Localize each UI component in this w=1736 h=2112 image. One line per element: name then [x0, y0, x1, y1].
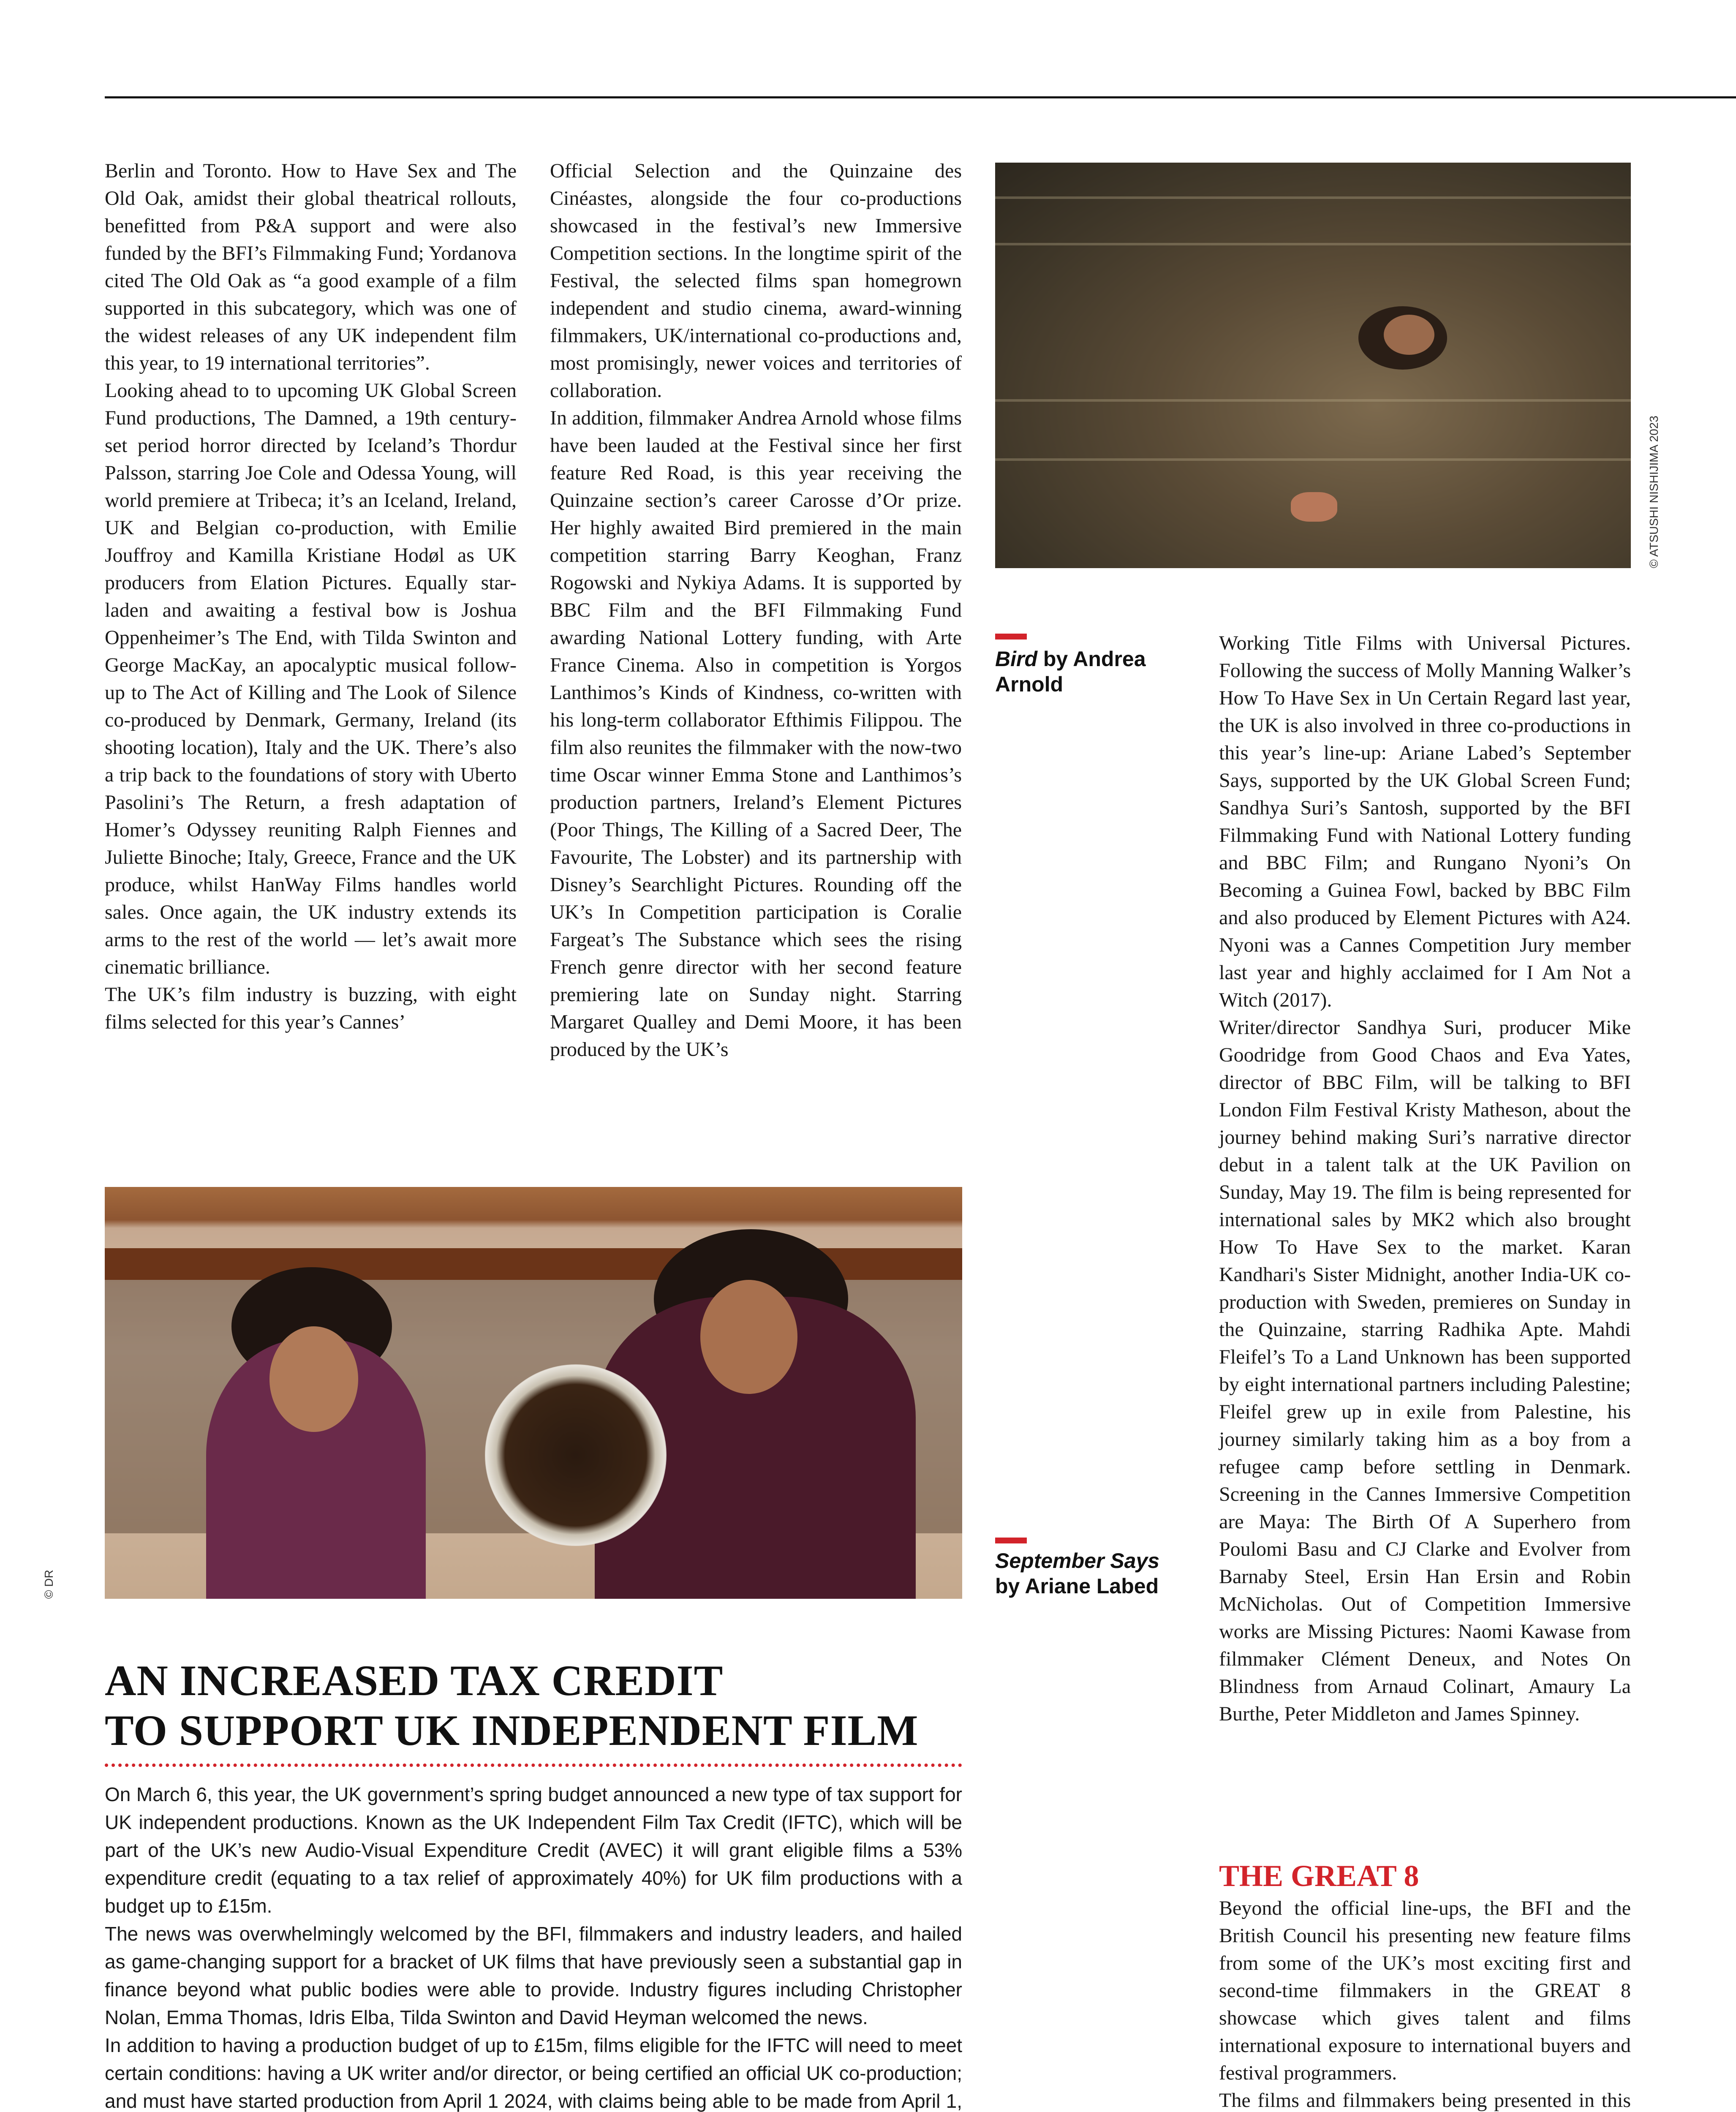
paragraph: In addition to having a production budget of up to £15m, films eligible for the IFTC will need to meet certain conditions: having a UK writer and/or director, or being certified an official UK co-production; and must have started production from April 1 2024, with claims being able to be made from April 1,	[105, 2034, 962, 2112]
caption-director: by Andrea Arnold	[995, 647, 1146, 696]
photo-credit-bird: © ATSUSHI NISHIJIMA 2023	[1647, 416, 1660, 568]
paragraph: The films and filmmakers being presented in this	[1219, 2089, 1631, 2112]
paragraph: The news was overwhelmingly welcomed by the BFI, filmmakers and industry leaders, and hailed as game-changing support for a bracket of UK films that have previously seen a substantial gap in finance beyond what public bodies were able to provide. Industry figures including Christopher Nolan, Emma Thomas, Idris Elba, Tilda Swinton and David Heyman welcomed the news.	[105, 1923, 962, 2028]
girl-face	[700, 1280, 797, 1394]
paragraph: Official Selection and the Quinzaine des Cinéastes, alongside the four co-productions showcased in the festival’s new Immersive Competition sections. In the longtime spirit of the Festival, the selected films span homegrown independent and studio cinema, award-winning filmmakers, UK/international co-productions and, most promisingly, newer voices and territories of collaboration.	[550, 160, 962, 402]
great-8-heading: THE GREAT 8	[1219, 1859, 1419, 1893]
article-column-3	[1219, 629, 1631, 1728]
paragraph: The UK’s film industry is buzzing, with eight films selected for this year’s Cannes’	[105, 983, 517, 1033]
paragraph: Beyond the official line-ups, the BFI and the British Council his presenting new feature films from some of the UK’s most exciting first and second-time filmmakers in the GREAT 8 showcase which gives talent and films international exposure to international buyers and festival programmers.	[1219, 1897, 1631, 2084]
water-ripple	[995, 243, 1631, 245]
paragraph: Looking ahead to to upcoming UK Global Screen Fund productions, The Damned, a 19th century-set period horror directed by Iceland’s Thordur Palsson, starring Joe Cole and Odessa Young, will world premiere at Tribeca; it’s an Iceland, Ireland, UK and Belgian co-production, with Emilie Jouffroy and Kamilla Kristiane Hodøl as UK producers from Elation Pictures. Equally star-laden and awaiting a festival bow is Joshua Oppenheimer’s The End, with Tilda Swinton and George MacKay, an apocalyptic musical follow-up to The Act of Killing and The Look of Silence co-produced by Denmark, Germany, Ireland (its shooting location), Italy and the UK. There’s also a trip back to the foundations of story with Uberto Pasolini’s The Return, a fresh adaptation of Homer’s Odyssey reuniting Ralph Fiennes and Juliette Binoche; Italy, Greece, France and the UK produce, whilst HanWay Films handles world sales. Once again, the UK industry extends its arms to the rest of the world — let’s await more cinematic brilliance.	[105, 379, 517, 978]
caption-marker	[995, 634, 1027, 640]
paragraph: Working Title Films with Universal Pictures. Following the success of Molly Manning Walker’s How To Have Sex in Un Certain Regard last year, the UK is also involved in three co-productions in this year’s line-up: Ariane Labed’s September Says, supported by the UK Global Screen Fund; Sandhya Suri’s Santosh, supported by the BFI Filmmaking Fund with National Lottery funding and BBC Film; and Rungano Nyoni’s On Becoming a Guinea Fowl, backed by BBC Film and also produced by Element Pictures with A24. Nyoni was a Cannes Competition Jury member last year and highly acclaimed for I Am Not a Witch (2017).	[1219, 632, 1631, 1011]
swimmer-hand	[1291, 492, 1337, 522]
september-says-film-photo	[105, 1187, 962, 1599]
caption-september-says	[995, 1548, 1185, 1599]
caption-director: by Ariane Labed	[995, 1574, 1159, 1598]
girl-face	[269, 1326, 358, 1432]
caption-bird	[995, 646, 1185, 697]
article-column-1	[105, 157, 517, 1036]
water-ripple	[995, 196, 1631, 199]
glass-jar	[485, 1364, 667, 1546]
paragraph: In addition, filmmaker Andrea Arnold whose films have been lauded at the Festival since her first feature Red Road, is this year receiving the Quinzaine section’s career Carosse d’Or prize. Her highly awaited Bird premiered in the main competition starring Barry Keoghan, Franz Rogowski and Nykiya Adams. It is supported by BBC Film and the BFI Filmmaking Fund awarding National Lottery funding, with Arte France Cinema. Also in competition is Yorgos Lanthimos’s Kinds of Kindness, co-written with his long-term collaborator Efthimis Filippou. The film also reunites the filmmaker with the now-two time Oscar winner Emma Stone and Lanthimos’s production partners, Ireland’s Element Pictures (Poor Things, The Killing of a Sacred Deer, The Favourite, The Lobster) and its partnership with Disney’s Searchlight Pictures. Rounding off the UK’s In Competition participation is Coralie Fargeat’s The Substance which sees the rising French genre director with her second feature premiering late on Sunday night. Starring Margaret Qualley and Demi Moore, it has been produced by the UK’s	[550, 407, 962, 1061]
water-ripple	[995, 458, 1631, 461]
photo-credit-september-says: © DR	[42, 1570, 55, 1599]
article-column-2	[550, 157, 962, 1063]
paragraph: Writer/director Sandhya Suri, producer Mike Goodridge from Good Chaos and Eva Yates, director of BBC Film, will be talking to BFI London Film Festival Kristy Matheson, about the journey behind making Suri’s narrative director debut in a talent talk at the UK Pavilion on Sunday, May 19. The film is being represented for international sales by MK2 which also brought How To Have Sex to the market. Karan Kandhari's Sister Midnight, another India-UK co-production with Sweden, premieres on Sunday in the Quinzaine, starring Radhika Apte. Mahdi Fleifel’s To a Land Unknown has been supported by eight international partners including Palestine; Fleifel grew up in exile from Palestine, his journey similarly taking him as a boy from a refugee camp before settling in Denmark. Screening in the Cannes Immersive Competition are Maya: The Birth Of A Superhero from Poulomi Basu and CJ Clarke and Evolver from Barnaby Steel, Ersin Han Ersin and Robin McNicholas. Out of Competition Immersive works are Missing Pictures: Naomi Kawase from filmmaker Clément Deneux, and Notes On Blindness from Arnaud Colinart, Amaury La Burthe, Peter Middleton and James Spinney.	[1219, 1016, 1631, 1725]
caption-film-title: September Says	[995, 1549, 1160, 1573]
bird-film-photo	[995, 163, 1631, 568]
caption-marker	[995, 1538, 1027, 1543]
swimmer-face	[1384, 315, 1434, 355]
headline-line: AN INCREASED TAX CREDIT	[105, 1657, 724, 1705]
tax-credit-headline	[105, 1656, 971, 1755]
water-ripple	[995, 399, 1631, 402]
paragraph: Berlin and Toronto. How to Have Sex and The Old Oak, amidst their global theatrical rollouts, benefitted from P&A support and were also funded by the BFI’s Filmmaking Fund; Yordanova cited The Old Oak as “a good example of a film supported in this subcategory, which was one of the widest releases of any UK independent film this year, to 19 international territories”.	[105, 160, 517, 374]
paragraph: On March 6, this year, the UK government’s spring budget announced a new type of tax support for UK independent productions. Known as the UK Independent Film Tax Credit (IFTC), which will be part of the UK’s new Audio-Visual Expenditure Credit (AVEC) it will grant eligible films a 53% expenditure credit (equating to a tax relief of approximately 40%) for UK film productions with a budget up to £15m.	[105, 1783, 962, 1917]
caption-film-title: Bird	[995, 647, 1037, 671]
great-8-text	[1219, 1894, 1631, 2112]
tax-credit-sidebar-text	[105, 1780, 962, 2112]
top-rule	[105, 96, 1736, 98]
dotted-divider	[105, 1764, 962, 1767]
headline-line: TO SUPPORT UK INDEPENDENT FILM	[105, 1706, 919, 1755]
